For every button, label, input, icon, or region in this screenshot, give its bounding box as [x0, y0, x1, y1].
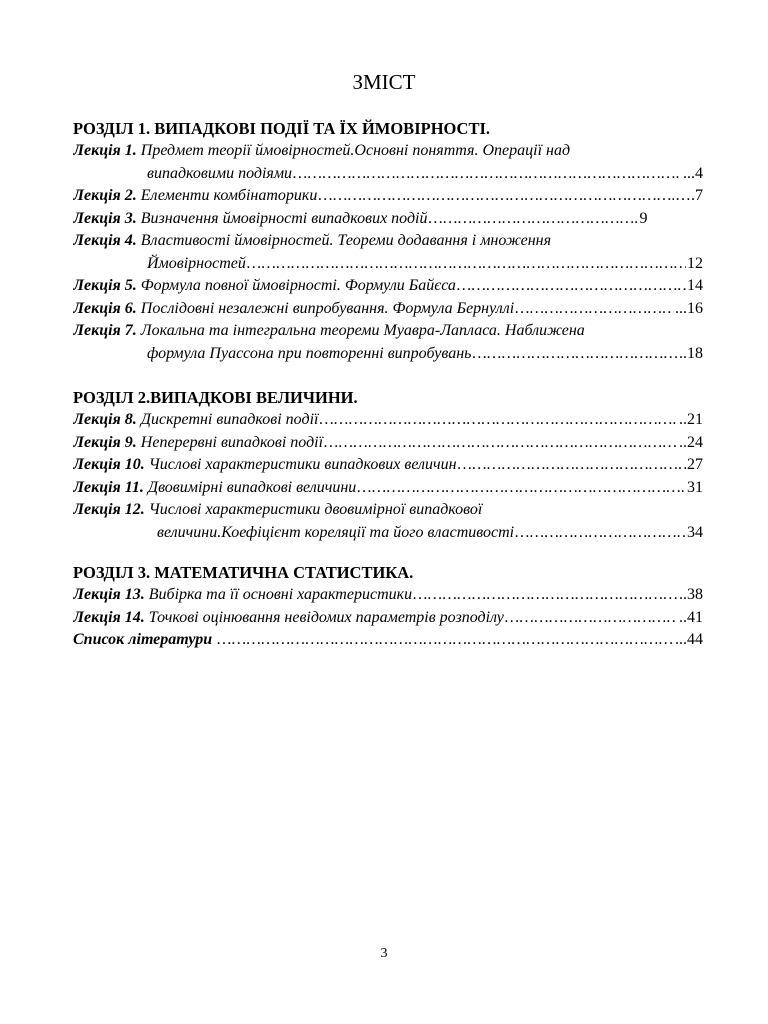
entry-page: 9 — [639, 209, 648, 227]
entry-label: Лекція 13. — [73, 586, 145, 603]
entry-title: Вибірка та її основні характеристики — [148, 586, 413, 603]
entry-page: ….7 — [675, 187, 703, 204]
leader-dots — [505, 607, 678, 630]
toc-entry-lecture-6[interactable] — [73, 298, 703, 321]
toc-entry-lecture-13[interactable] — [73, 584, 703, 607]
entry-title-continued: Ймовірностей — [147, 254, 246, 272]
entry-title: Визначення ймовірності випадкових подій — [140, 209, 428, 227]
leader-dots — [472, 343, 678, 366]
entry-page: ...4 — [683, 164, 703, 182]
entry-title: Локальна та інтегральна теореми Муавра-Лапласа. Наближена — [140, 322, 585, 339]
entry-label: Лекція 3. — [73, 209, 137, 227]
entry-page: 27 — [687, 456, 703, 473]
page-number: 3 — [380, 946, 388, 961]
entry-label: Лекція 8. — [73, 411, 137, 428]
page-title: ЗМІСТ — [352, 70, 416, 94]
entry-title-continued: випадковими подіями — [147, 164, 293, 182]
entry-label: Лекція 2. — [73, 187, 137, 204]
section-1-title: РОЗДІЛ 1. ВИПАДКОВІ ПОДІЇ ТА ЇХ ЙМОВІРНОСТІ. — [73, 119, 491, 138]
entry-label: Лекція 11. — [73, 478, 144, 496]
toc-entry-lecture-4[interactable] — [73, 230, 703, 275]
entry-page: 34 — [687, 523, 703, 541]
entry-page: ..41 — [679, 608, 703, 626]
entry-label: Лекція 1. — [73, 142, 137, 159]
section-3-title: РОЗДІЛ 3. МАТЕМАТИЧНА СТАТИСТИКА. — [73, 563, 414, 582]
toc-entry-lecture-1[interactable] — [73, 140, 703, 185]
entry-page: 31 — [687, 478, 703, 496]
entry-label: Лекція 6. — [73, 299, 137, 317]
entry-label: Лекція 4. — [73, 232, 137, 249]
entry-label: Лекція 10. — [73, 456, 145, 473]
table-of-contents — [73, 118, 703, 652]
entry-label: Лекція 5. — [73, 277, 137, 294]
toc-entry-lecture-3[interactable] — [73, 208, 703, 231]
entry-title: Елементи комбінаторики — [140, 187, 318, 204]
entry-title: Двовимірні випадкові величини — [147, 478, 357, 496]
leader-dots — [458, 454, 686, 477]
entry-title: Властивості ймовірностей. Теореми додавання і множення — [140, 232, 552, 249]
entry-page: ..24 — [679, 433, 703, 451]
leader-dots — [293, 163, 682, 186]
toc-entry-lecture-8[interactable] — [73, 409, 703, 432]
leader-dots — [413, 584, 678, 607]
toc-entry-lecture-9[interactable] — [73, 432, 703, 455]
section-2-title: РОЗДІЛ 2.ВИПАДКОВІ ВЕЛИЧИНИ. — [73, 388, 358, 407]
entry-title: Числові характеристики двовимірної випадкової — [148, 501, 483, 518]
entry-title: Формула повної ймовірності. Формули Байєса — [140, 277, 456, 294]
entry-title-continued: формула Пуассона при повторенні випробувань — [147, 344, 472, 362]
entry-label: Лекція 7. — [73, 322, 137, 339]
entry-page: 14 — [687, 277, 703, 294]
entry-title: Числові характеристики випадкових величин — [148, 456, 457, 473]
toc-entry-lecture-12[interactable] — [73, 499, 703, 544]
leader-dots — [324, 432, 678, 455]
entry-page: ..38 — [679, 586, 703, 603]
toc-entry-lecture-10[interactable] — [73, 454, 703, 477]
entry-page: ..21 — [679, 411, 703, 428]
leader-dots — [357, 477, 686, 500]
entry-page: 12 — [687, 254, 703, 272]
toc-entry-references[interactable] — [73, 629, 703, 652]
leader-dots — [515, 522, 686, 545]
leader-dots — [515, 298, 674, 321]
entry-page: ..18 — [679, 344, 703, 362]
entry-label: Лекція 9. — [73, 433, 137, 451]
toc-entry-lecture-7[interactable] — [73, 320, 703, 365]
entry-label: Лекція 12. — [73, 501, 145, 518]
entry-title: Дискретні випадкові події — [140, 411, 319, 428]
entry-title: Предмет теорії ймовірностей.Основні поняття. Операції над — [140, 142, 571, 159]
entry-title-continued: величини.Коефіцієнт кореляції та його властивості — [157, 523, 515, 541]
leader-dots — [457, 275, 686, 298]
entry-label: Список літератури — [73, 631, 213, 648]
entry-page: ...44 — [675, 631, 703, 648]
entry-title: Точкові оцінювання невідомих параметрів розподілу — [148, 608, 504, 626]
toc-entry-lecture-2[interactable] — [73, 185, 703, 208]
leader-dots — [247, 253, 686, 276]
entry-label: Лекція 14. — [73, 608, 145, 626]
toc-entry-lecture-11[interactable] — [73, 477, 703, 500]
entry-title: Неперервні випадкові події — [140, 433, 324, 451]
toc-entry-lecture-5[interactable] — [73, 275, 703, 298]
leader-dots — [318, 185, 674, 208]
toc-entry-lecture-14[interactable] — [73, 607, 703, 630]
entry-title: Послідовні незалежні випробування. Формула Бернуллі — [140, 299, 515, 317]
leader-dots — [319, 409, 678, 432]
leader-dots — [217, 629, 674, 652]
entry-page: ...16 — [675, 299, 703, 317]
leader-dots — [429, 208, 639, 231]
